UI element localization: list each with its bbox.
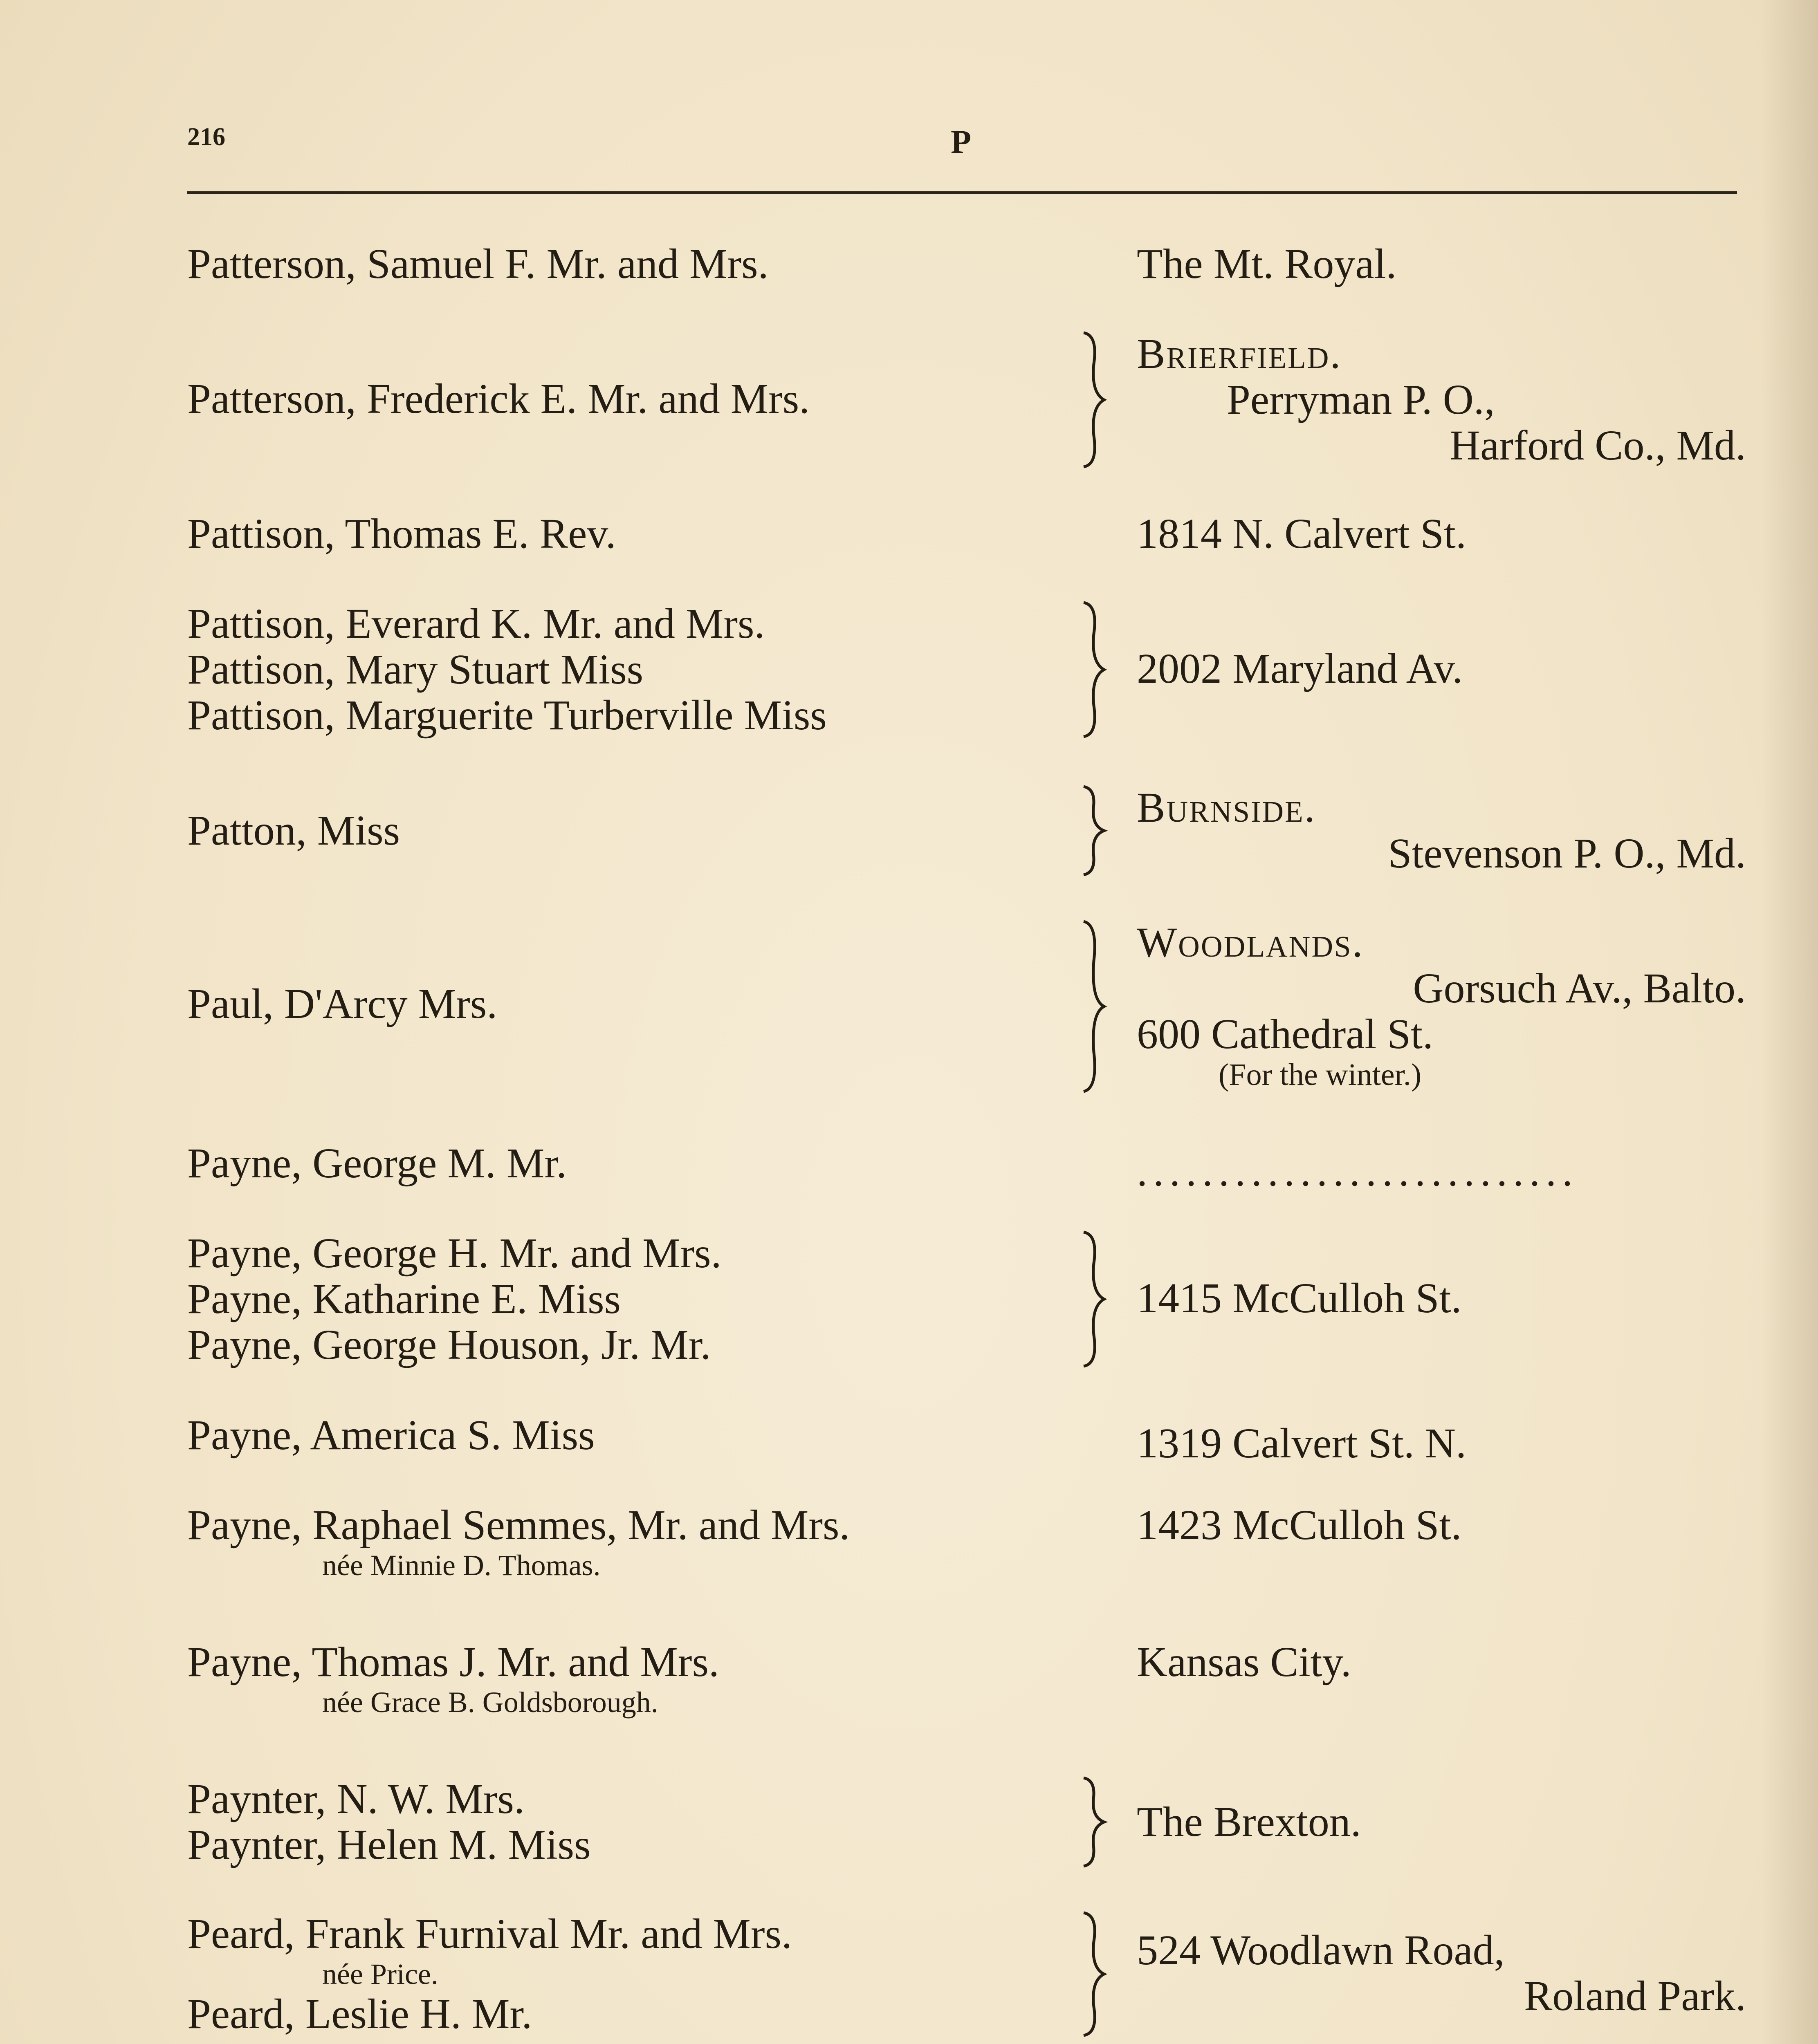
address-note: (For the winter.) [1219, 1058, 1422, 1092]
entry-name: Patterson, Samuel F. Mr. and Mrs. [187, 240, 769, 287]
maiden-name: née Grace B. Goldsborough. [322, 1686, 658, 1719]
entry-name: Payne, Katharine E. Miss [187, 1275, 621, 1322]
entry-name: Pattison, Mary Stuart Miss [187, 646, 644, 693]
entry-address [1137, 1927, 1746, 2019]
section-letter: P [951, 123, 972, 160]
entry-names [187, 511, 616, 557]
entry-address [1137, 1149, 1746, 1195]
address-line: Roland Park. [1524, 1972, 1746, 2019]
entry-names [187, 1230, 722, 1368]
address-line: Kansas City. [1137, 1638, 1351, 1685]
maiden-name: née Minnie D. Thomas. [322, 1549, 601, 1582]
address-line: Perryman P. O., [1227, 376, 1495, 423]
entry-names [187, 1502, 850, 1582]
address-line: 1423 McCulloh St. [1137, 1502, 1462, 1549]
page-number: 216 [187, 123, 225, 151]
entry-address [1137, 331, 1746, 468]
entry-name: Patterson, Frederick E. Mr. and Mrs. [187, 375, 810, 422]
address-line: Gorsuch Av., Balto. [1413, 965, 1746, 1012]
entry-name: Payne, George H. Mr. and Mrs. [187, 1230, 722, 1277]
address-line: Woodlands. [1137, 919, 1364, 966]
address-line: The Brexton. [1137, 1798, 1361, 1845]
entry-names [187, 376, 810, 422]
entry-name: Peard, Leslie H. Mr. [187, 1990, 532, 2037]
address-line: Harford Co., Md. [1449, 422, 1746, 469]
entry-address [1137, 1639, 1746, 1685]
entry-names [187, 1639, 719, 1719]
entry-address [1137, 511, 1746, 557]
entry-name: Payne, George M. Mr. [187, 1140, 567, 1187]
entry-name: Payne, America S. Miss [187, 1412, 595, 1459]
entry-name: Paynter, Helen M. Miss [187, 1821, 591, 1868]
entry-name: Paynter, N. W. Mrs. [187, 1775, 525, 1822]
entry-names [187, 241, 769, 287]
brace-icon [1075, 1776, 1108, 1868]
address-placeholder-dots: ........................... [1137, 1149, 1578, 1195]
address-line: 1319 Calvert St. N. [1137, 1420, 1466, 1467]
brace-icon [1075, 601, 1108, 738]
address-line: 524 Woodlawn Road, [1137, 1927, 1505, 1974]
brace-icon [1075, 331, 1108, 468]
entry-name: Peard, Frank Furnival Mr. and Mrs. [187, 1910, 792, 1957]
address-line: 2002 Maryland Av. [1137, 645, 1463, 692]
entry-address [1137, 1275, 1746, 1321]
entry-name: Paul, D'Arcy Mrs. [187, 980, 498, 1027]
brace-icon [1075, 785, 1108, 876]
entry-names [187, 1412, 595, 1458]
entry-address [1137, 1502, 1746, 1548]
entry-name: Payne, Raphael Semmes, Mr. and Mrs. [187, 1502, 850, 1549]
brace-icon [1075, 1911, 1108, 2037]
entry-names [187, 1911, 792, 2037]
maiden-name: née Price. [322, 1958, 438, 1990]
address-line: Stevenson P. O., Md. [1388, 830, 1746, 877]
entry-address [1137, 646, 1746, 692]
entry-address [1137, 920, 1746, 1092]
entry-name: Pattison, Thomas E. Rev. [187, 510, 616, 557]
entry-name: Pattison, Marguerite Turberville Miss [187, 692, 827, 739]
entry-address [1137, 1421, 1746, 1466]
address-line: Brierfield. [1137, 330, 1342, 377]
entry-address [1137, 241, 1746, 287]
brace-icon [1075, 1230, 1108, 1368]
entry-name: Patton, Miss [187, 807, 400, 854]
address-line: 1415 McCulloh St. [1137, 1275, 1462, 1322]
entry-names [187, 1776, 591, 1868]
address-line: The Mt. Royal. [1137, 240, 1397, 287]
entry-names [187, 981, 497, 1027]
entry-name: Payne, Thomas J. Mr. and Mrs. [187, 1638, 719, 1685]
entry-address [1137, 1799, 1746, 1845]
header-rule [187, 191, 1737, 194]
address-line: 600 Cathedral St. [1137, 1011, 1434, 1058]
entry-names [187, 601, 827, 738]
address-line: 1814 N. Calvert St. [1137, 510, 1466, 557]
address-line: Burnside. [1137, 784, 1316, 831]
entry-names [187, 1141, 567, 1186]
page-edge-shadow [1761, 0, 1818, 2044]
entry-name: Pattison, Everard K. Mr. and Mrs. [187, 600, 765, 647]
entry-name: Payne, George Houson, Jr. Mr. [187, 1321, 711, 1368]
entry-address [1137, 785, 1746, 876]
entry-names [187, 808, 400, 854]
brace-icon [1075, 920, 1108, 1093]
